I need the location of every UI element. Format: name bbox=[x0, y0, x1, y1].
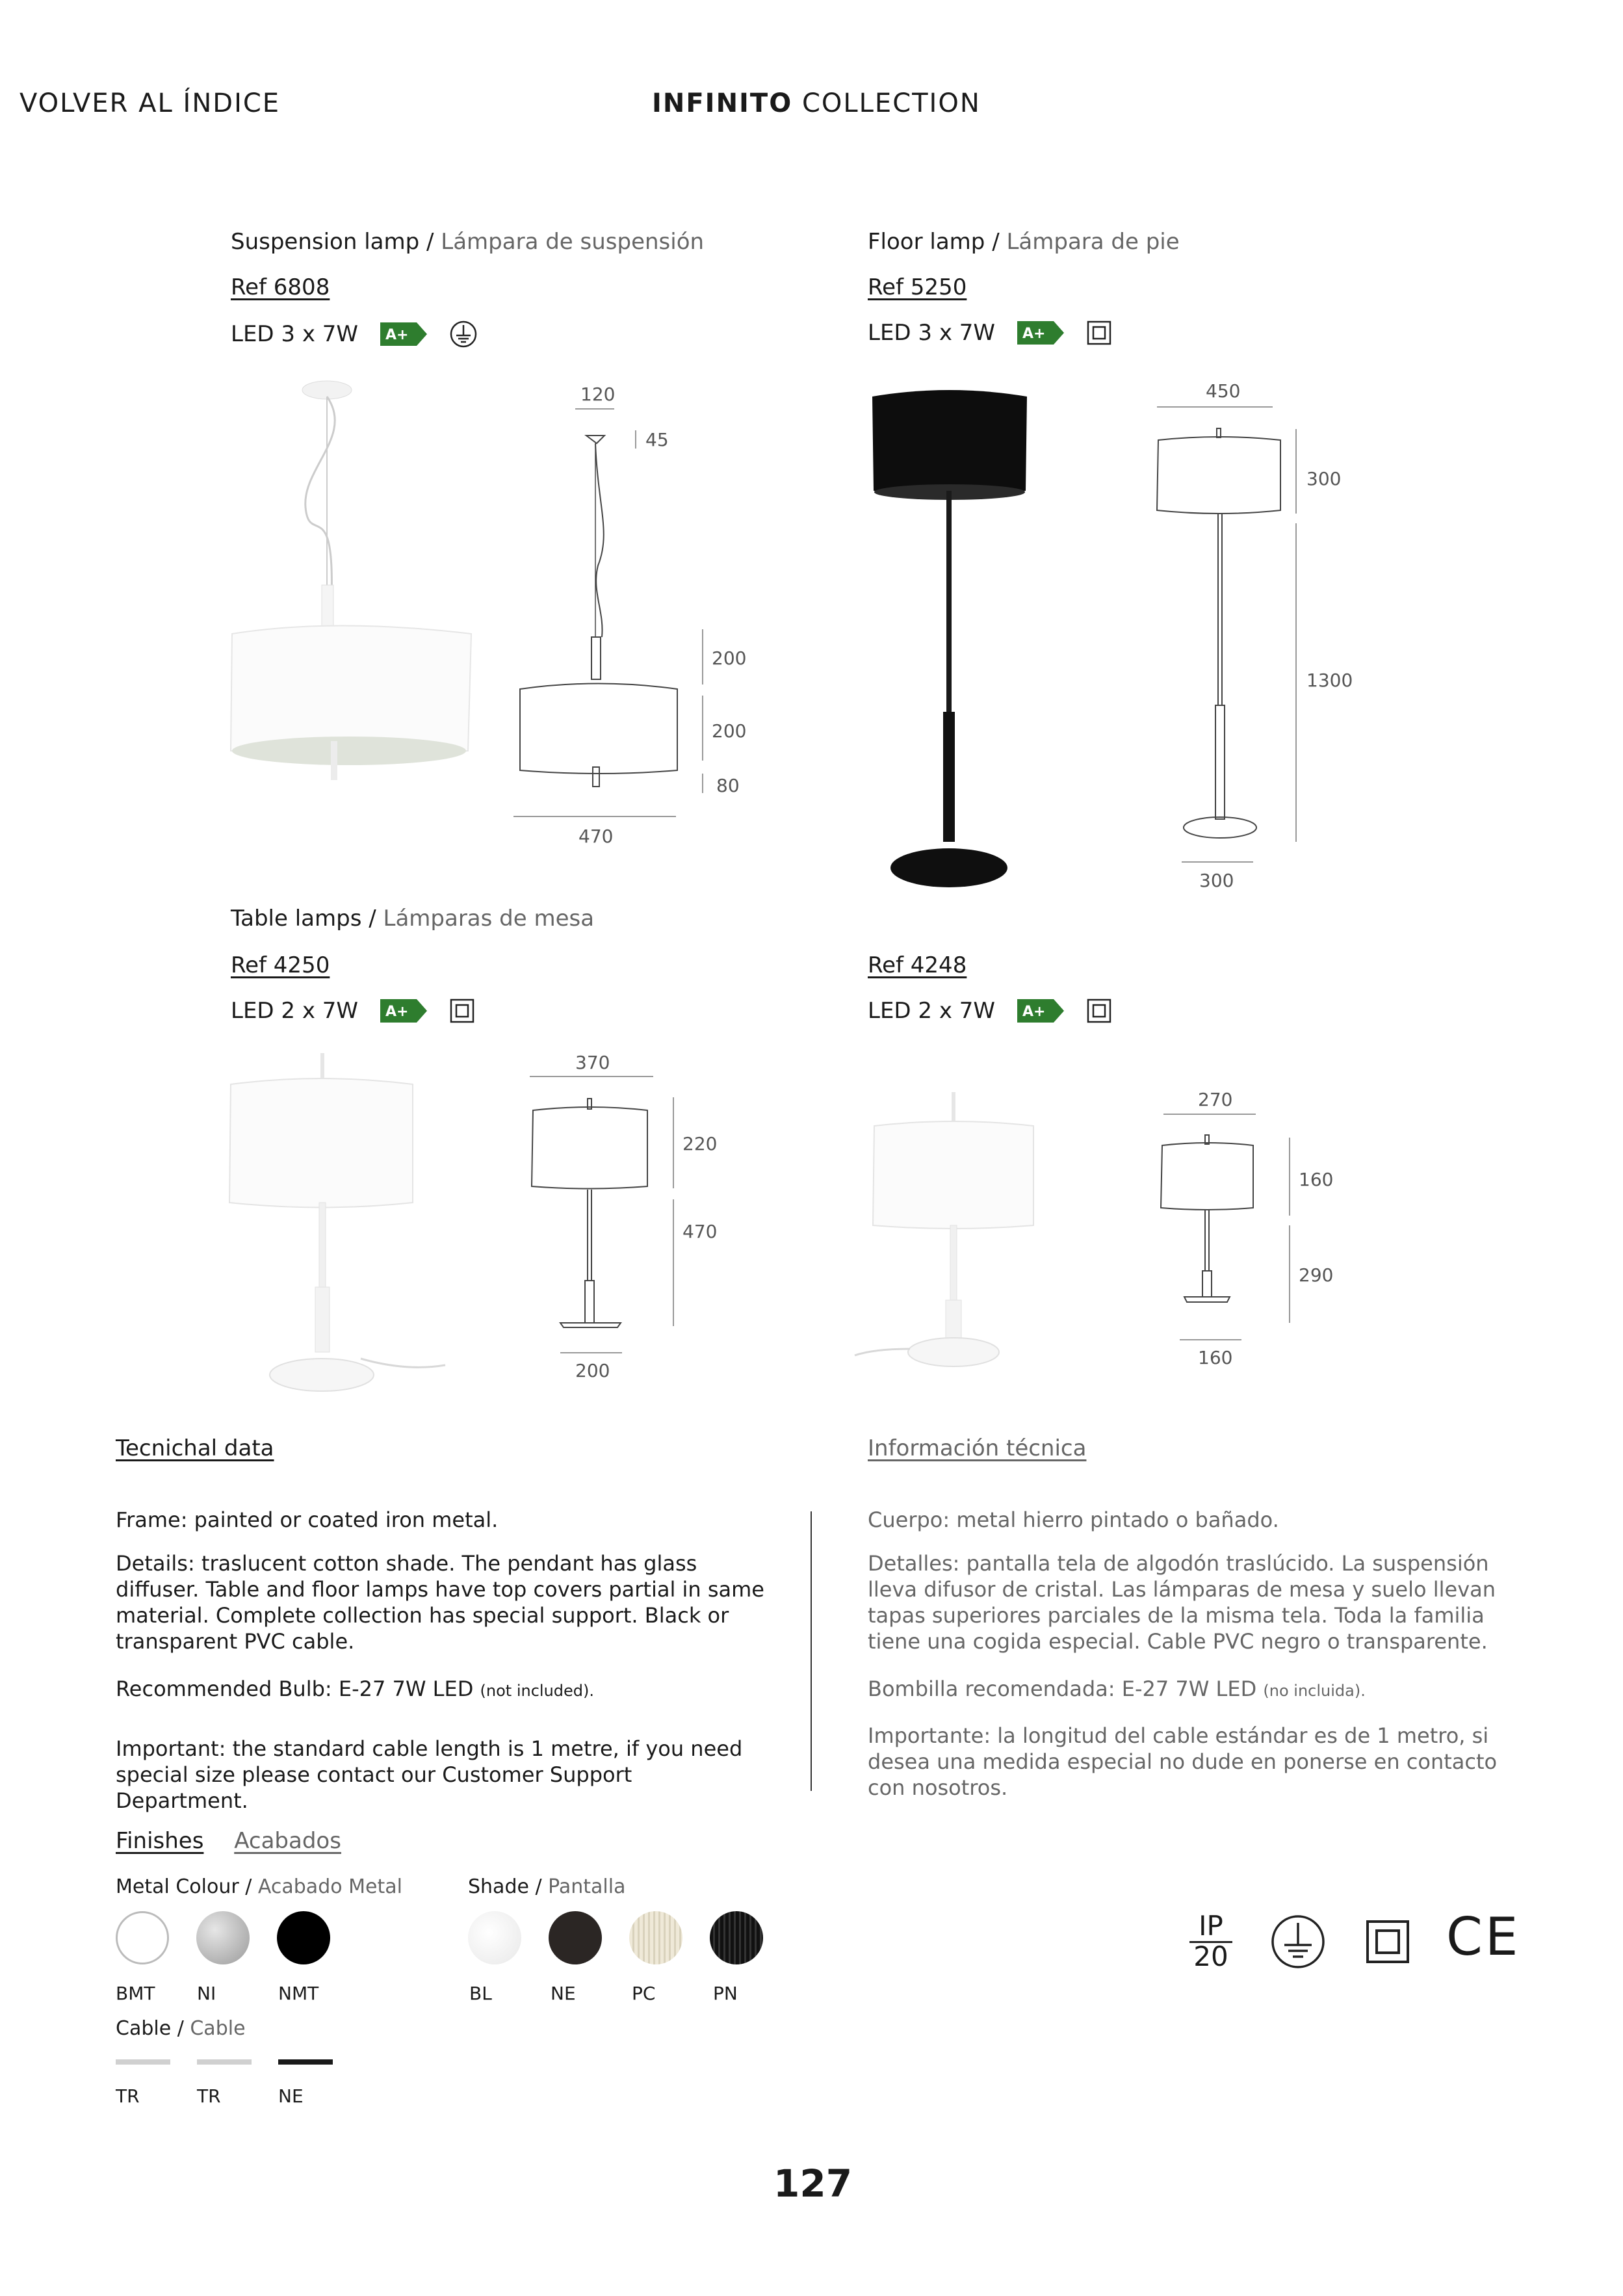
suspension-lamp-photo bbox=[224, 377, 478, 787]
metal-colour-label: Metal Colour / Acabado Metal bbox=[116, 1875, 402, 1898]
shade-swatch-pc[interactable] bbox=[629, 1911, 682, 1964]
ip-label: IP bbox=[1189, 1912, 1232, 1943]
metal-swatches bbox=[116, 1911, 330, 1964]
tech-heading-en[interactable]: Tecnichal data bbox=[116, 1435, 274, 1461]
dim-line bbox=[513, 816, 676, 817]
metal-swatch-ni[interactable] bbox=[196, 1911, 250, 1964]
shade-swatches bbox=[468, 1911, 763, 1964]
suspension-title: Suspension lamp / Lámpara de suspensión bbox=[231, 229, 705, 255]
table-small-lamp-drawing bbox=[1150, 1131, 1267, 1326]
floor-ref[interactable]: Ref 5250 bbox=[868, 274, 967, 300]
dim-line bbox=[702, 696, 703, 761]
tech-heading-es[interactable]: Información técnica bbox=[868, 1435, 1087, 1461]
dim-line bbox=[1163, 1114, 1256, 1115]
cable-label: Cable / Cable bbox=[116, 2017, 246, 2040]
floor-lamp-drawing bbox=[1144, 426, 1300, 842]
dim-suspension-top: 120 bbox=[580, 384, 616, 405]
dim-suspension-canopy: 45 bbox=[645, 429, 669, 450]
dim-line bbox=[530, 1076, 653, 1077]
table-big-lamp-drawing bbox=[526, 1092, 656, 1339]
tech-bulb-en-note: (not included). bbox=[480, 1682, 595, 1700]
dim-table-big-shade: 220 bbox=[682, 1133, 718, 1155]
metal-code-bmt: BMT bbox=[116, 1983, 155, 2004]
dim-suspension-width: 470 bbox=[578, 826, 614, 847]
shade-code-ne: NE bbox=[551, 1983, 576, 2004]
dim-line bbox=[1157, 406, 1273, 408]
dim-line bbox=[1289, 1225, 1290, 1323]
energy-class-badge bbox=[1017, 321, 1064, 345]
floor-title-en: Floor lamp bbox=[868, 229, 985, 255]
table-small-ref[interactable]: Ref 4248 bbox=[868, 952, 967, 978]
earth-ground-icon bbox=[1270, 1914, 1326, 1970]
tech-details-en: Details: traslucent cotton shade. The pendant has glass diffuser. Table and floor lamps have top covers partial in same material. Complete collection has special support. Black or transparent PVC cable. bbox=[116, 1551, 764, 1654]
metal-code-nmt: NMT bbox=[278, 1983, 319, 2004]
dim-table-small-width: 270 bbox=[1198, 1089, 1233, 1110]
column-divider bbox=[811, 1511, 812, 1791]
ip20-icon bbox=[1189, 1912, 1232, 1970]
energy-class-text: A+ bbox=[385, 327, 409, 343]
dim-table-big-width: 370 bbox=[575, 1052, 610, 1073]
tech-details-es: Detalles: pantalla tela de algodón traslúcido. La suspensión lleva difusor de cristal. Las lámparas de mesa y suelo llevan tapas superiores parciales de la misma tela. Toda la familia tiene una cogida especial. Cable PVC negro o transparente. bbox=[868, 1551, 1496, 1654]
tech-bulb-en-text: Recommended Bulb: E-27 7W LED bbox=[116, 1676, 474, 1701]
tech-important-es: Importante: la longitud del cable estándar es de 1 metro, si desea una medida especial no dude en ponerse en contacto con nosotros. bbox=[868, 1723, 1498, 1800]
suspension-lamp-drawing bbox=[507, 429, 695, 793]
shade-swatch-bl[interactable] bbox=[468, 1911, 521, 1964]
shade-code-pc: PC bbox=[632, 1983, 656, 2004]
class-ii-icon bbox=[1365, 1919, 1410, 1964]
collection-title bbox=[652, 88, 981, 118]
collection-title-rest: COLLECTION bbox=[801, 88, 981, 118]
dim-table-big-stem: 470 bbox=[682, 1221, 718, 1242]
energy-class-text: A+ bbox=[1022, 1004, 1046, 1021]
dim-floor-shade: 300 bbox=[1306, 468, 1342, 489]
dim-line bbox=[1182, 861, 1253, 863]
collection-title-bold: INFINITO bbox=[652, 88, 793, 118]
suspension-led: LED 3 x 7W bbox=[231, 320, 359, 347]
dim-line bbox=[673, 1199, 674, 1326]
table-big-ref[interactable]: Ref 4250 bbox=[231, 952, 330, 978]
metal-colour-es: Acabado Metal bbox=[257, 1875, 402, 1898]
floor-led: LED 3 x 7W bbox=[868, 320, 996, 346]
cable-en: Cable bbox=[116, 2017, 172, 2040]
shade-swatch-pn[interactable] bbox=[710, 1911, 763, 1964]
dim-floor-base: 300 bbox=[1199, 870, 1234, 891]
metal-swatch-nmt[interactable] bbox=[277, 1911, 330, 1964]
earth-ground-icon bbox=[449, 320, 478, 348]
ip-rating: 20 bbox=[1193, 1940, 1228, 1972]
cable-code-tr-2: TR bbox=[197, 2085, 221, 2107]
energy-class-text: A+ bbox=[385, 1004, 409, 1021]
cable-swatch-ne[interactable] bbox=[278, 2059, 333, 2065]
floor-title: Floor lamp / Lámpara de pie bbox=[868, 229, 1180, 255]
tech-frame-es: Cuerpo: metal hierro pintado o bañado. bbox=[868, 1507, 1279, 1532]
energy-class-badge bbox=[380, 999, 427, 1023]
back-to-index-link[interactable]: VOLVER AL ÍNDICE bbox=[19, 88, 281, 118]
energy-class-badge bbox=[1017, 999, 1064, 1023]
dim-table-small-stem: 290 bbox=[1299, 1264, 1334, 1286]
suspension-title-es: Lámpara de suspensión bbox=[441, 229, 705, 255]
cable-swatch-tr[interactable] bbox=[116, 2059, 170, 2065]
dim-line bbox=[702, 629, 703, 685]
dim-table-small-base: 160 bbox=[1198, 1347, 1233, 1368]
dim-line bbox=[702, 774, 703, 793]
dim-floor-height: 1300 bbox=[1306, 670, 1353, 691]
dim-floor-width: 450 bbox=[1206, 380, 1241, 402]
page-number: 127 bbox=[773, 2161, 853, 2206]
finishes-heading-es[interactable]: Acabados bbox=[234, 1828, 341, 1854]
finishes-heading-en[interactable]: Finishes bbox=[116, 1828, 204, 1854]
tech-bulb-es-text: Bombilla recomendada: E-27 7W LED bbox=[868, 1676, 1257, 1701]
suspension-specs bbox=[231, 320, 478, 348]
tech-bulb-es-note: (no incluida). bbox=[1263, 1682, 1366, 1700]
tech-bulb-es bbox=[868, 1676, 1518, 1702]
dim-suspension-c: 80 bbox=[716, 775, 740, 796]
class-ii-icon bbox=[449, 998, 475, 1024]
table-big-lamp-photo bbox=[224, 1053, 458, 1417]
table-small-led: LED 2 x 7W bbox=[868, 998, 996, 1024]
shade-code-pn: PN bbox=[713, 1983, 738, 2004]
cable-code-tr: TR bbox=[116, 2085, 140, 2107]
tech-frame-en: Frame: painted or coated iron metal. bbox=[116, 1507, 499, 1532]
table-title: Table lamps / Lámparas de mesa bbox=[231, 906, 595, 932]
table-title-es: Lámparas de mesa bbox=[383, 906, 595, 932]
suspension-title-en: Suspension lamp bbox=[231, 229, 420, 255]
table-big-specs bbox=[231, 998, 475, 1024]
tech-bulb-en bbox=[116, 1676, 766, 1702]
table-title-en: Table lamps bbox=[231, 906, 362, 932]
shade-es: Pantalla bbox=[548, 1875, 626, 1898]
dim-line bbox=[575, 408, 614, 410]
shade-label: Shade / Pantalla bbox=[468, 1875, 626, 1898]
dim-suspension-b: 200 bbox=[712, 720, 747, 742]
shade-swatch-ne[interactable] bbox=[549, 1911, 602, 1964]
floor-specs bbox=[868, 320, 1112, 346]
shade-code-bl: BL bbox=[469, 1983, 492, 2004]
suspension-ref[interactable]: Ref 6808 bbox=[231, 274, 330, 300]
dim-line bbox=[1289, 1138, 1290, 1216]
table-small-lamp-photo bbox=[848, 1092, 1069, 1385]
dim-suspension-a: 200 bbox=[712, 647, 747, 669]
dim-line bbox=[1295, 523, 1297, 842]
dim-line bbox=[1295, 429, 1297, 514]
cable-code-ne: NE bbox=[278, 2085, 304, 2107]
metal-colour-en: Metal Colour bbox=[116, 1875, 239, 1898]
metal-swatch-bmt[interactable] bbox=[116, 1911, 169, 1964]
shade-en: Shade bbox=[468, 1875, 529, 1898]
energy-class-badge bbox=[380, 322, 427, 346]
dim-line bbox=[673, 1097, 674, 1188]
dim-table-small-shade: 160 bbox=[1299, 1169, 1334, 1190]
class-ii-icon bbox=[1086, 998, 1112, 1024]
metal-code-ni: NI bbox=[197, 1983, 216, 2004]
dim-line bbox=[1180, 1339, 1241, 1340]
floor-title-es: Lámpara de pie bbox=[1006, 229, 1180, 255]
energy-class-text: A+ bbox=[1022, 326, 1046, 343]
table-big-led: LED 2 x 7W bbox=[231, 998, 359, 1024]
ce-mark-icon: CE bbox=[1446, 1907, 1521, 1967]
table-small-specs bbox=[868, 998, 1112, 1024]
floor-lamp-photo bbox=[864, 380, 1033, 894]
cable-swatch-tr-2[interactable] bbox=[197, 2059, 252, 2065]
dim-table-big-base: 200 bbox=[575, 1360, 610, 1381]
tech-important-en: Important: the standard cable length is 1 metre, if you need special size please contact our Customer Support Department. bbox=[116, 1736, 743, 1813]
dim-line bbox=[560, 1352, 622, 1353]
finishes-heading bbox=[116, 1828, 341, 1855]
cable-es: Cable bbox=[190, 2017, 246, 2040]
class-ii-icon bbox=[1086, 320, 1112, 346]
